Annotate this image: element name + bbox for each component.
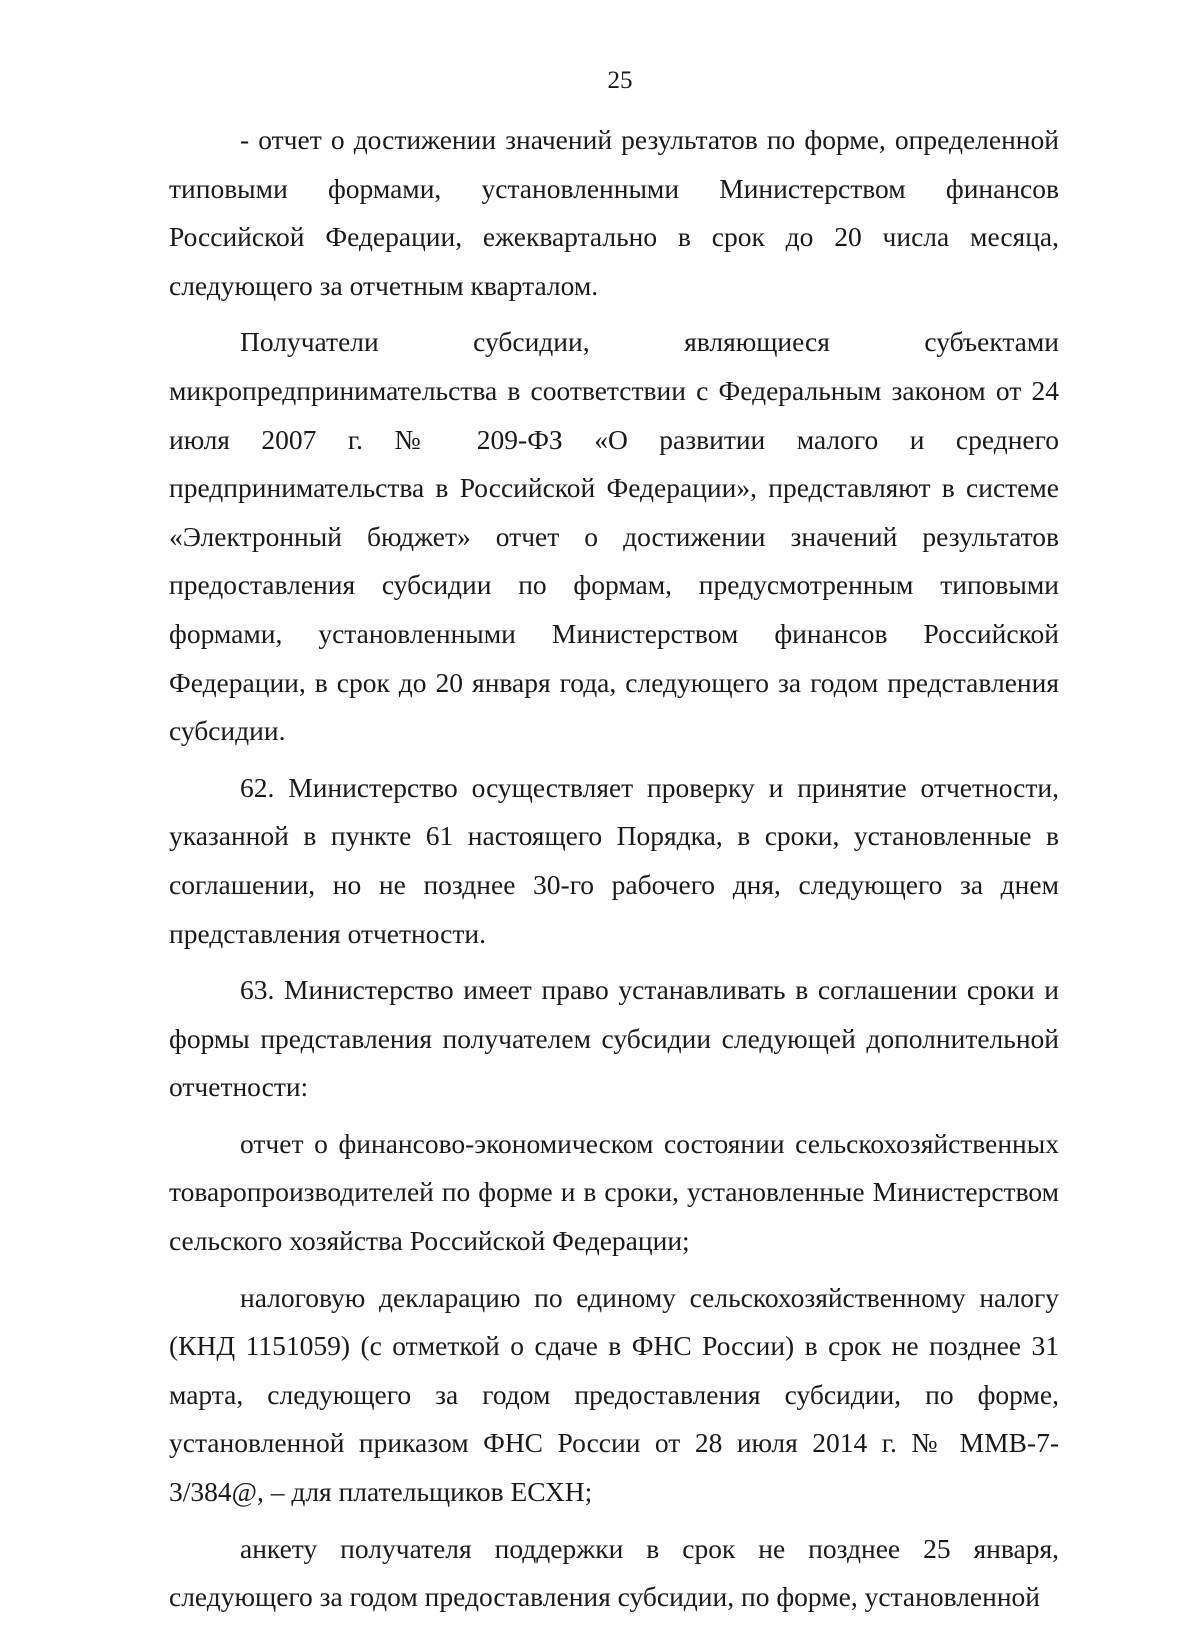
paragraph-financial-report: отчет о финансово-экономическом состоянии сельскохозяйственных товаропроизводителей по форме и в сроки, установленные Министерством сельского хозяйства Российской Федерации; xyxy=(169,1127,1059,1257)
page-number: 25 xyxy=(607,67,633,94)
paragraph-tax-declaration: налоговую декларацию по единому сельскохозяйственному налогу (КНД 1151059) (с отметкой о сдаче в ФНС России) в срок не позднее 31 марта, следующего за годом предоставления субсидии, по форме, установленной приказом ФНС России от 28 июля 2014 г. № ММВ-7-3/384@, – для плательщиков ЕСХН; xyxy=(169,1281,1059,1508)
paragraph-report-results: - отчет о достижении значений результатов по форме, определенной типовыми формами, установленными Министерством финансов Российской Федерации, ежеквартально в срок до 20 числа месяца, следующего за отчетным кварталом. xyxy=(169,124,1059,301)
paragraph-item-62: 62. Министерство осуществляет проверку и принятие отчетности, указанной в пункте 61 настоящего Порядка, в сроки, установленные в соглашении, но не позднее 30-го рабочего дня, следующего за днем представления отчетности. xyxy=(169,771,1059,949)
paragraph-item-63: 63. Министерство имеет право устанавливать в соглашении сроки и формы представления получателем субсидии следующей дополнительной отчетности: xyxy=(169,974,1059,1103)
paragraph-support-questionnaire: анкету получателя поддержки в срок не позднее 25 января, следующего за годом предоставления субсидии, по форме, установленной xyxy=(169,1532,1059,1613)
paragraph-micro-enterprise-recipients: Получатели субсидии, являющиеся субъектами микропредпринимательства в соответствии с Федеральным законом от 24 июля 2007 г. № 209-ФЗ «О развитии малого и среднего предпринимательства в Российской Федерации», представляют в системе «Электронный бюджет» отчет о достижении значений результатов предоставления субсидии по формам, предусмотренным типовыми формами, установленными Министерством финансов Российской Федерации, в срок до 20 января года, следующего за годом представления субсидии. xyxy=(169,326,1059,747)
document-body xyxy=(169,116,1059,1622)
